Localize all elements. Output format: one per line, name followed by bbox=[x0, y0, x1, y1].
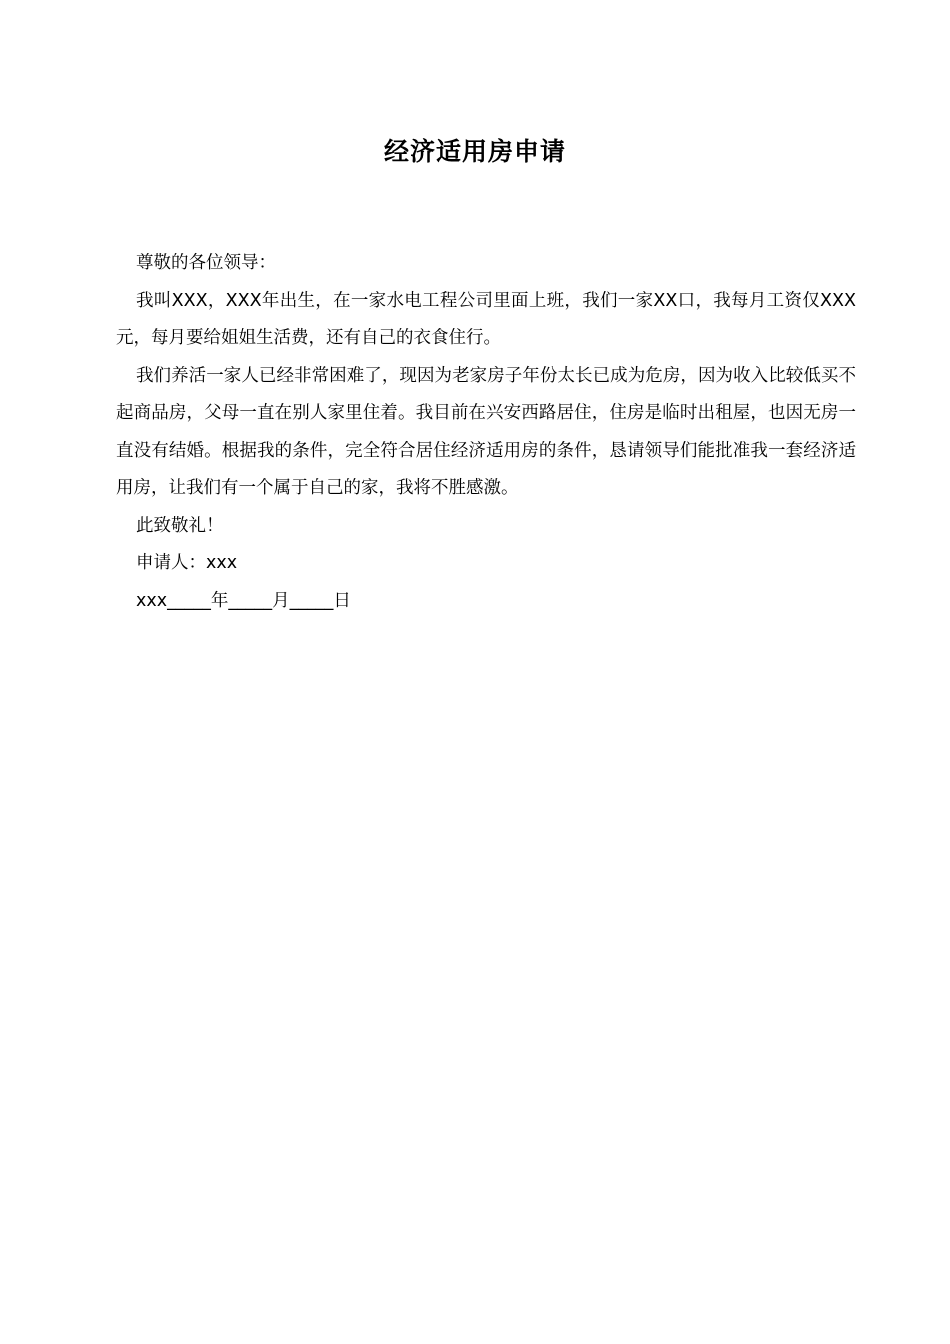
closing-line: 此致敬礼！ bbox=[136, 515, 224, 536]
paragraph-request: 我们养活一家人已经非常困难了，现因为老家房子年份太长已成为危房，因为收入比较低买不起商品房，父母一直在别人家里住着。我目前在兴安西路居住，住房是临时出租屋，也因无房一直没有结婚。根据我的条件，完全符合居住经济适用房的条件，恳请领导们能批准我一套经济适用房，让我们有一个属于自己的家，我将不胜感激。 bbox=[116, 365, 856, 498]
date-line: xxx_____年_____月_____日 bbox=[136, 590, 351, 611]
applicant-line: 申请人：xxx bbox=[136, 553, 238, 573]
document-title: 经济适用房申请 bbox=[383, 137, 566, 166]
salutation: 尊敬的各位领导： bbox=[136, 253, 276, 273]
letter-body bbox=[116, 245, 856, 620]
paragraph-intro: 我叫XXX，XXX年出生，在一家水电工程公司里面上班，我们一家XX口，我每月工资仅XXX元，每月要给姐姐生活费，还有自己的衣食住行。 bbox=[116, 290, 856, 348]
